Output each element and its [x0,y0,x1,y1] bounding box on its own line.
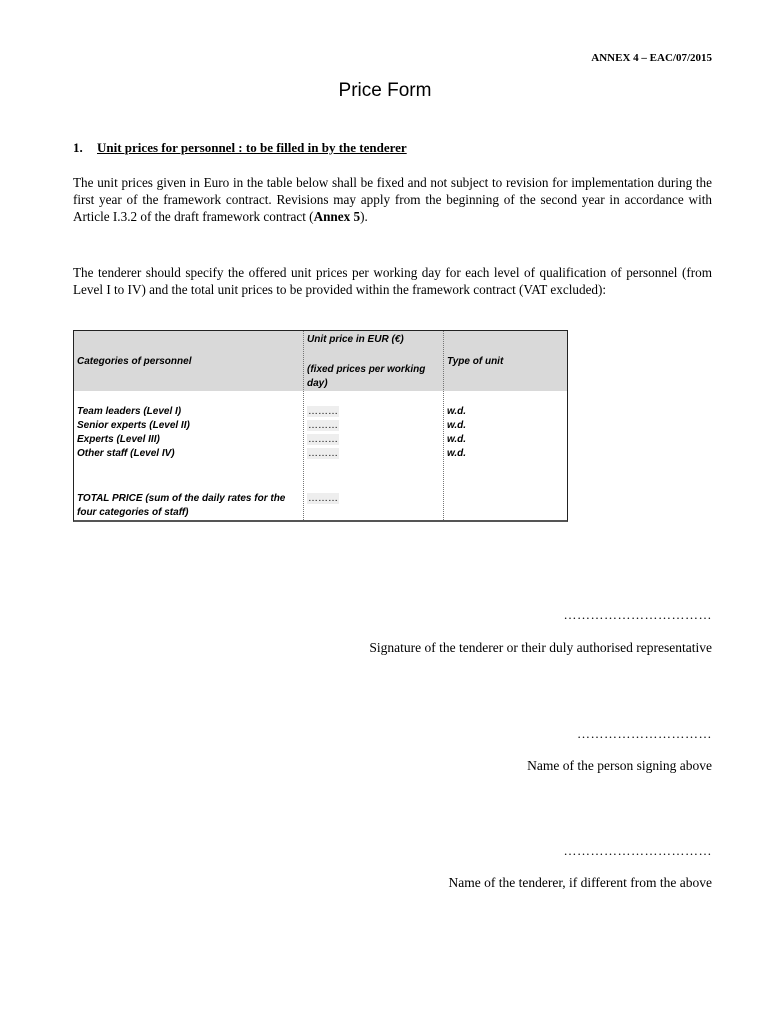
intro-paragraph-text: The unit prices given in Euro in the table below shall be fixed and not subject to revision for implementation during the first year of the framework contract. Revisions may apply from the beginning of the second year in accordance with Article I.3.2 of the draft framework contract ( [73,175,712,224]
intro-paragraph [73,174,712,225]
type-other-staff: w.d. [447,448,467,459]
instructions-paragraph: The tenderer should specify the offered unit prices per working day for each level of qualification of personnel (from Level I to IV) and the total unit prices to be provided within the framework contract (VAT excluded): [73,265,712,297]
type-senior-experts: w.d. [447,420,467,431]
total-price-field[interactable]: ……… [308,493,338,504]
category-column [77,405,190,461]
type-column [447,405,466,461]
page-title: Price Form [338,80,432,101]
header-unit-price-note: (fixed prices per working day) [307,364,426,389]
section-number: 1. [73,140,83,155]
tenderer-name-line[interactable]: …………………………… [563,843,712,858]
intro-paragraph-end: ). [360,209,368,224]
signer-name-label: Name of the person signing above [527,758,712,773]
column-divider [443,331,444,520]
signature-label: Signature of the tenderer or their duly authorised representative [369,640,712,655]
tenderer-name-label: Name of the tenderer, if different from the above [448,875,712,890]
section-heading [73,140,407,156]
column-divider [303,331,304,520]
type-team-leaders: w.d. [447,406,467,417]
header-unit-price: Unit price in EUR (€) [307,334,404,345]
signature-line[interactable]: …………………………… [563,607,712,622]
category-senior-experts: Senior experts (Level II) [77,420,190,431]
price-field-experts[interactable]: ……… [308,434,338,445]
annex-reference: ANNEX 4 – EAC/07/2015 [591,52,712,64]
total-price-label: TOTAL PRICE (sum of the daily rates for the four categories of staff) [77,493,286,518]
annex-reference-bold: Annex 5 [313,209,361,224]
category-other-staff: Other staff (Level IV) [77,448,175,459]
header-type-of-unit: Type of unit [447,356,504,367]
section-heading-text: Unit prices for personnel : to be filled in by the tenderer [97,140,407,155]
category-experts: Experts (Level III) [77,434,160,445]
category-team-leaders: Team leaders (Level I) [77,406,182,417]
price-table [73,330,568,522]
price-field-team-leaders[interactable]: ……… [308,406,338,417]
price-field-other-staff[interactable]: ……… [308,448,338,459]
header-categories: Categories of personnel [77,356,192,367]
type-experts: w.d. [447,434,467,445]
price-field-senior-experts[interactable]: ……… [308,420,338,431]
signer-name-line[interactable]: ………………………… [577,726,712,741]
price-column [307,405,339,461]
